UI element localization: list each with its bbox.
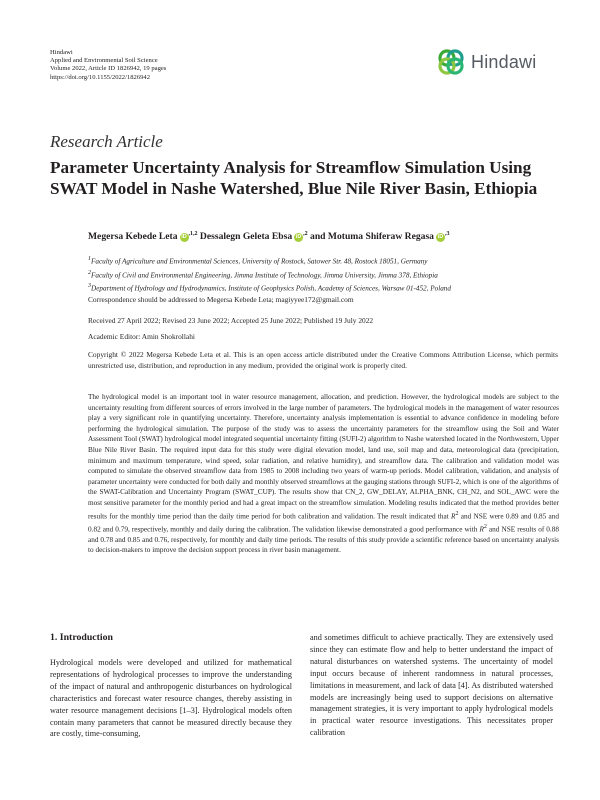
author-name[interactable]: Motuma Shiferaw Regasa: [327, 231, 434, 243]
author-and: and: [310, 231, 326, 243]
section-heading: 1. Introduction: [50, 632, 113, 643]
logo-text: Hindawi: [471, 51, 537, 72]
body-column-left: Hydrological models were developed and utilized for mathematical representations of hydrological processes to improve the understanding of the impact of natural and anthropogenic disturbances on hydrological characteristics and forecast water resource changes, thereby assisting in water resource management decisions [1–3]. Hydrological models often contain many parameters that cannot be measured directly because they are costly, time-consuming,: [50, 658, 292, 739]
orcid-icon[interactable]: iD: [295, 234, 302, 241]
copyright-notice: Copyright © 2022 Megersa Kebede Leta et al. This is an open access article distributed under the Creative Commons Attribution License, which permits unrestricted use, distribution, and reproduction in any medium, provided the original work is properly cited.: [88, 350, 558, 370]
correspondence: Correspondence should be addressed to Megersa Kebede Leta; magiyyee172@gmail.com: [88, 295, 354, 304]
author-affiliation: 1,2: [190, 231, 198, 237]
abstract: The hydrological model is an important tool in water resource management, allocation, and prediction. However, the hydrological models are subject to the uncertainty resulting from different sources of errors involved in the large number of parameters. The hydrological models in the management of water resources play a very significant role in quantifying uncertainty. Therefore, uncertainty analysis implementation is essential to advance confidence in modeling before performing the hydrological simulation. The purpose of the study was to assess the uncertainty parameters for the streamflow using the Soil and Water Assessment Tool (SWAT) hydrological model integrated sequential uncertainty fitting (SUFI-2) algorithm to Nashe watershed located in the Northwestern, Upper Blue Nile River Basin. The required input data for this study were digital elevation model, land use, soil map and data, meteorological data (precipitation, minimum and maximum temperature, wind speed, solar radiation, and relative humidity), and streamflow data. The calibration and validation model was computed to simulate the observed streamflow data from 1985 to 2008 including two years of warm-up periods. Model calibration, validation, and analysis of parameter uncertainty were conducted for both daily and monthly observed streamflows at the gauging stations through SUFI-2, which is one of the algorithms of the SWAT-Calibration and Uncertainty Program (SWAT_CUP). The results show that CN_2, GW_DELAY, ALPHA_BNK, CH_N2, and SOL_AWC were the most sensitive parameter for the monthly period and had a great impact on the streamflow simulation. Modeling results indicated that the method provides better results for the monthly time period than the daily time period for both calibration and validation. The result indicated that $R^2$ and NSE were 0.89 and 0.85 and 0.82 and 0.79, respectively, monthly and daily during the calibration. The validation likewise demonstrated a good performance with $R^2$ and NSE results of 0.88 and 0.78 and 0.85 and 0.76, respectively, for monthly and daily time periods. The results of this study provide a scientific reference based on uncertainty analysis to decision-makers to improve the decision support process in river basin management.: [88, 393, 560, 555]
doi-link[interactable]: https://doi.org/10.1155/2022/1826942: [50, 73, 151, 81]
author-name[interactable]: Dessalegn Geleta Ebsa: [199, 231, 293, 243]
author-affiliation: 2: [304, 231, 308, 237]
affiliation-item: $^1$Faculty of Agriculture and Environmental Sciences, University of Rostock, Satower Str. 48, Rostock 18051, Germany: [88, 256, 428, 266]
publication-dates: Received 27 April 2022; Revised 23 June 2022; Accepted 25 June 2022; Published 19 July 2022: [88, 316, 374, 325]
affiliation-item: $^2$Faculty of Civil and Environmental Engineering, Jimma Institute of Technology, Jimma University, Jimma 378, Ethiopia: [88, 269, 438, 279]
academic-editor: Academic Editor: Amin Shokrollahi: [88, 332, 195, 341]
hindawi-logo-icon: [436, 47, 466, 77]
author-list: Megersa Kebede Leta $iD^{,1,2}$ Dessalegn Geleta Ebsa $iD^{,2}$ and Motuma Shiferaw Regasa $iD^{,3}$: [88, 231, 450, 243]
affiliation-item: $^3$Department of Hydrology and Hydrodynamics, Institute of Geophysics Polish, Academy of Sciences, Warsaw 01-452, Poland: [88, 283, 451, 293]
volume-line: Volume 2022, Article ID 1826942, 19 pages: [50, 65, 167, 73]
orcid-icon[interactable]: iD: [437, 234, 444, 241]
journal-meta: [50, 49, 166, 82]
author-name[interactable]: Megersa Kebede Leta: [88, 231, 178, 243]
hindawi-logo[interactable]: [436, 42, 556, 82]
article-title: Parameter Uncertainty Analysis for Streamflow Simulation Using SWAT Model in Nashe Watershed, Blue Nile River Basin, Ethiopia: [50, 158, 538, 198]
publisher-name: Hindawi: [50, 49, 73, 56]
section-type: Research Article: [50, 132, 163, 151]
journal-name: Applied and Environmental Soil Science: [50, 57, 158, 65]
author-affiliation: 3: [446, 231, 450, 237]
body-column-right: and sometimes difficult to achieve practically. They are extensively used since they can estimate flow and help to better understand the impact of natural disturbances on watershed systems. The uncertainty of model input occurs because of inherent randomness in natural processes, limitations in measurement, and lack of data [4]. As distributed watershed models are increasingly being used to support decisions on alternative management strategies, it is very important to apply hydrological models in practical water resource investigations. This necessitates proper calibration: [310, 633, 553, 738]
affiliations: [88, 254, 558, 295]
orcid-icon[interactable]: iD: [181, 234, 187, 241]
